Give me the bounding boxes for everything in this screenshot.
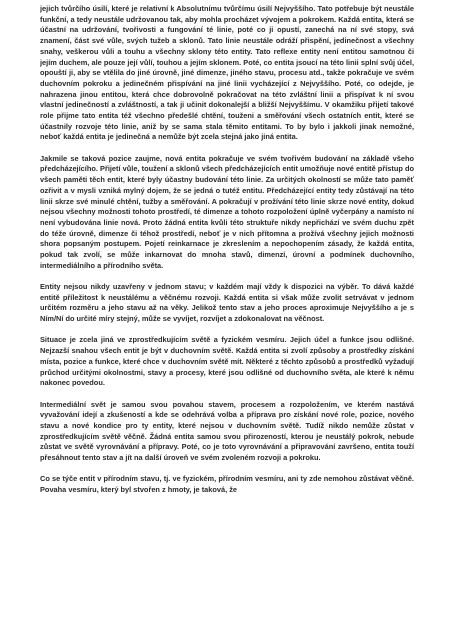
- paragraph-1: jejich tvůrčího úsilí, které je relativní k Absolutnímu tvůrčímu úsilí Nejvyššího. Tato potřebuje být neustále funkční, a tedy neustále udržovanou tak, aby mohla procházet vývojem a pokrokem. Každá entita, která se účastní na udržování, tvořivosti a fungování té linie, poté co ji opustí, zanechá na ní své stopy, svá znamení, část své vůle, svých tužeb a sklonů. Tato linie neustále odráží přispění, jedinečnost a všechny snahy, veškerou vůli a touhu a všechny sklony této entity. Tato reflexe entity není entitou samotnou či jejím duchem, ale pouze její vůlí, touhou a jejím sklonem. Poté, co entita jsoucí na této linii splní svůj účel, opouští ji, aby se vtělila do jiné úrovně, jiné dimenze, jiného stavu, procesu atd., takže pokračuje ve svém duchovním pokroku a jedinečném přispívání na jiné linii vycházející z Nejvyššího. Poté, co odejde, je nahrazena jinou entitou, která chce dobrovolně pokračovat na této zvláštní linii a přispívat k ní svou vlastní jedinečností a zvláštností, a tak ji učinit dokonalejší a bližší Nejvyššímu. V okamžiku přijetí takové role přijme tato entita též všechno předešlé chtění, touženi a směřování všech ostatních entit, které se účastnily rozvoje této linie, aniž by se sama stala těmito entitami. To by bylo i jakkoli jinak nemožné, neboť každá entita je jedinečná a nemůže být zcela stejná jako jiná entita.: [40, 4, 414, 142]
- paragraph-6: Co se týče entit v přírodním stavu, tj. ve fyzickém, přírodním vesmíru, ani ty zde nemohou zůstávat věčně. Povaha vesmíru, který byl stvořen z hmoty, je taková, že: [40, 474, 414, 495]
- document-page: [40, 4, 414, 634]
- paragraph-5: Intermediální svět je samou svou povahou stavem, procesem a rozpoložením, ve kterém nastává vyvažování idejí a zkušeností a kde se odehrává volba a příprava pro získání nové role, pozice, nového stavu a nové kondice pro ty entity, které nejsou v duchovním světě. Tudíž nikdo nemůže zůstat v zprostředkujícím světě věčně. Žádná entita samou svou přirozeností, kterou je neustálý pokrok, nebude zůstat ve světě vyrovnávání a přípravy. Poté, co je toto vyrovnávání a připravování završeno, entita touží přesáhnout tento stav a jít na další úroveň ve svém zvoleném rozvoji a pokroku.: [40, 399, 414, 463]
- paragraph-4: Situace je zcela jiná ve zprostředkujícím světě a fyzickém vesmíru. Jejich účel a funkce jsou odlišné. Nejzazší snahou všech entit je být v duchovním světě. Každá entita si zvolí způsoby a prostředky získání místa, pozice a funkce, které chce v duchovním světě mít. Některé z těchto způsobů a prostředků vyžadují průchod určitými okolnostmi, stavy a procesy, které jsou odlišné od duchovního světa, ale které k němu nakonec povedou.: [40, 335, 414, 388]
- paragraph-3: Entity nejsou nikdy uzavřeny v jednom stavu; v každém mají vždy k dispozici na výběr. To dává každé entitě příležitost k neustálému a věčnému rozvoji. Každá entita si však může zvolit setrvávat v jednom určitém rozměru a jeho stavu až na věky. Jelikož tento stav a jeho proces aproximuje Nejvyššího a je s Ním/Ní do určité míry stejný, může se vyvíjet, rozvíjet a zdokonalovat na věčnost.: [40, 282, 414, 324]
- paragraph-2: Jakmile se taková pozice zaujme, nová entita pokračuje ve svém tvořivém budování na základě všeho předcházejícího. Přijetí vůle, toužení a sklonů všech předcházejících entit umožňuje nové entitě přístup do všech paměti těch entit, které byly účastny budování této linie. Za určitých okolností se může tato paměť ozřivit a v mysli vzniká mylný dojem, že se jedná o tutéž entitu. Předcházející entity tedy zůstávají na této linii skrze své minulé chtění, tužby a směřování. A pokračují v prožívání této linie skrze nové entity, dokud nejsou všechny možnosti tohoto prostředí, té dimenze a tohoto rozpoložení úplně vyčerpány a namísto ní není vybudována linie nová. Proto žádná entita kvůli této struktuře nikdy nepřichází ve svém duchu zpět do téže úrovně, dimenze či téhož prostředí, neboť je v nich přítomna a prožívá všechny jejich možnosti shora popsaným postupem. Pojetí reinkarnace je zkreslením a nepochopením zásady, že každá entita, pokud tak zvolí, se může inkarnovat do mnoha stavů, dimenzí, úrovní a podmínek duchovního, intermediálního a přírodního světa.: [40, 153, 414, 270]
